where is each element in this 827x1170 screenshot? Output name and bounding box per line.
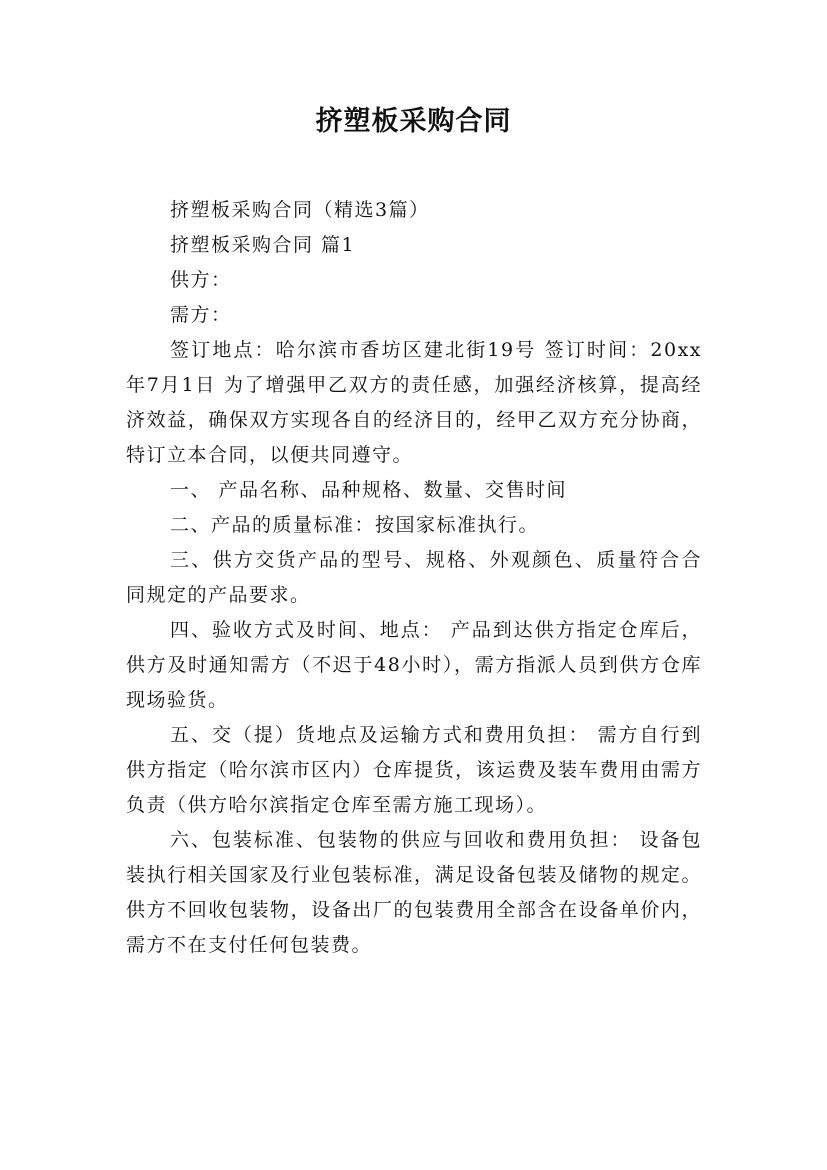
clause-6: 六、包装标准、包装物的供应与回收和费用负担： 设备包装执行相关国家及行业包装标准，满足设备包装及储物的规定。供方不回收包装物，设备出厂的包装费用全部含在设备单价内，需方不在支付任何包装费。 — [126, 829, 702, 956]
section-heading: 挤塑板采购合同 篇1 — [170, 234, 356, 256]
clause-4: 四、验收方式及时间、地点： 产品到达供方指定仓库后，供方及时通知需方（不迟于48小时），需方指派人员到供方仓库现场验货。 — [126, 619, 702, 711]
document-title: 挤塑板采购合同 — [315, 106, 512, 137]
clause-3: 三、供方交货产品的型号、规格、外观颜色、质量符合合同规定的产品要求。 — [126, 549, 702, 606]
clause-2: 二、产品的质量标准：按国家标准执行。 — [170, 514, 540, 536]
buyer-line: 需方： — [170, 304, 232, 326]
preamble-paragraph: 签订地点：哈尔滨市香坊区建北街19号 签订时间：20xx年7月1日 为了增强甲乙双方的责任感，加强经济核算，提高经济效益，确保双方实现各自的经济目的，经甲乙双方充分协商，特订立本合同，以便共同遵守。 — [126, 339, 702, 466]
supplier-line: 供方： — [170, 269, 232, 291]
document-body — [126, 193, 702, 963]
clause-5: 五、交（提）货地点及运输方式和费用负担： 需方自行到供方指定（哈尔滨市区内）仓库提货，该运费及装车费用由需方负责（供方哈尔滨指定仓库至需方施工现场）。 — [126, 724, 702, 816]
clause-1: 一、 产品名称、品种规格、数量、交售时间 — [170, 479, 568, 501]
subtitle-paragraph: 挤塑板采购合同（精选3篇） — [170, 199, 430, 221]
